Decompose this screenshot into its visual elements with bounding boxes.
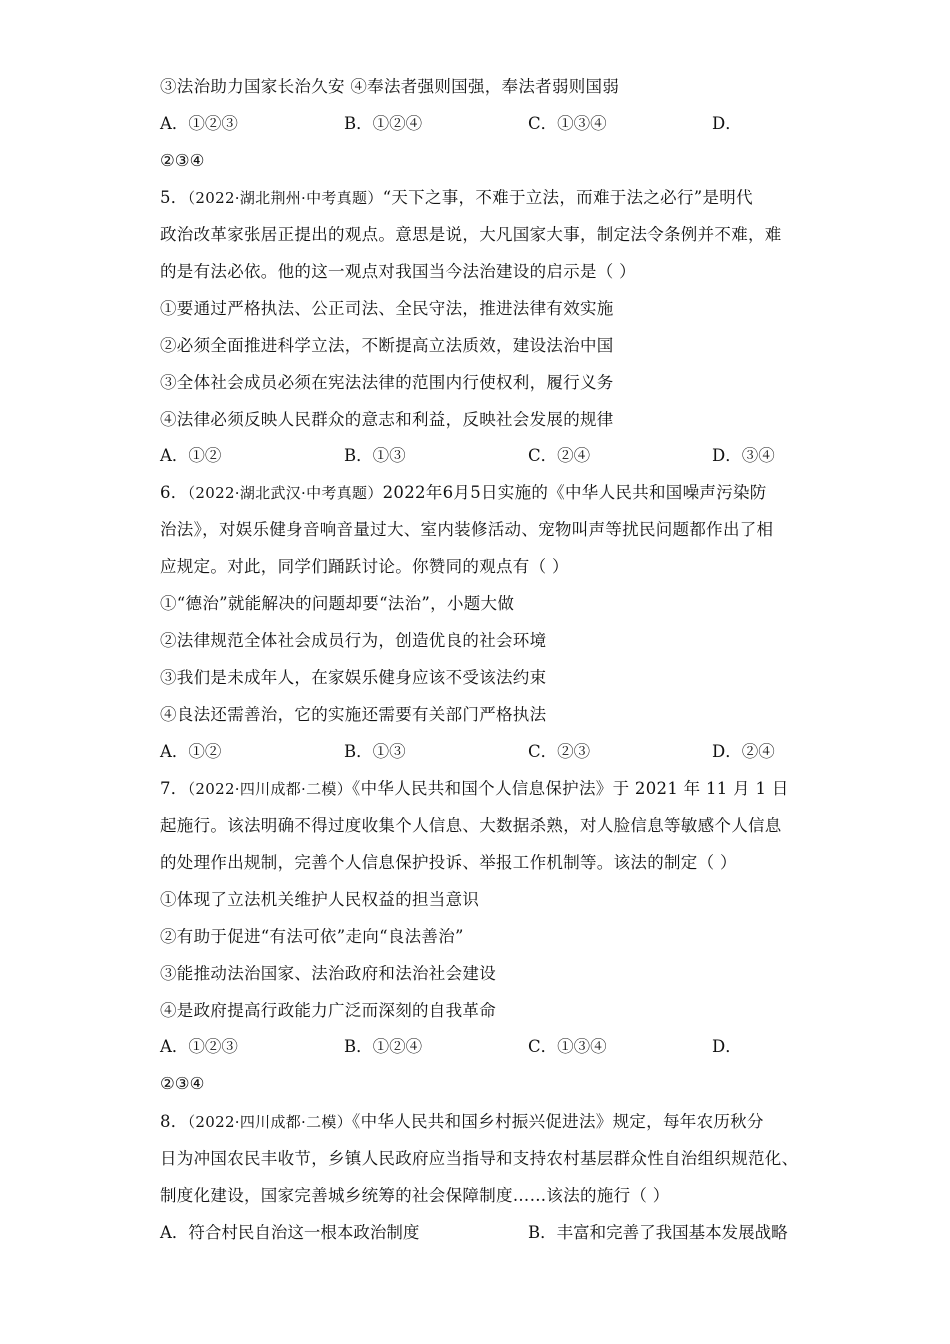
q6-option-b: B．①③ <box>344 742 406 761</box>
q4-option-d: D． <box>712 114 742 133</box>
q6-stem-line-2: 治法》，对娱乐健身音响音量过大、室内装修活动、宠物叫声等扰民问题都作出了相 <box>160 520 774 539</box>
q6-number: 6． <box>160 483 188 502</box>
q7-number: 7． <box>160 779 188 798</box>
q8-number: 8． <box>160 1112 188 1131</box>
q8-option-a: A．符合村民自治这一根本政治制度 <box>160 1223 420 1242</box>
q5-statement-1: ①要通过严格执法、公正司法、全民守法，推进法律有效实施 <box>160 299 614 318</box>
q7-option-a: A．①②③ <box>160 1037 238 1056</box>
q7-stem-line-1 <box>160 777 789 801</box>
q5-option-a: A．①② <box>160 446 222 465</box>
q7-statement-4: ④是政府提高行政能力广泛而深刻的自我革命 <box>160 1001 496 1020</box>
q7-stem-line-3: 的处理作出规制，完善个人信息保护投诉、举报工作机制等。该法的制定（ ） <box>160 853 737 872</box>
q6-source: （2022·湖北武汉·中考真题） <box>187 484 383 502</box>
q5-stem-text: “天下之事，不难于立法，而难于法之必行”是明代 <box>382 188 753 207</box>
q4-statement-line: ③法治助力国家长治久安 ④奉法者强则国强，奉法者弱则国弱 <box>160 77 620 96</box>
q6-stem-line-3: 应规定。对此，同学们踊跃讨论。你赞同的观点有（ ） <box>160 557 569 576</box>
q7-option-b: B．①②④ <box>344 1037 423 1056</box>
q6-statement-1: ①“德治”就能解决的问题却要“法治”，小题大做 <box>160 594 515 613</box>
q4-option-a: A．①②③ <box>160 114 238 133</box>
q5-option-d: D．③④ <box>712 446 775 465</box>
q6-statement-2: ②法律规范全体社会成员行为，创造优良的社会环境 <box>160 631 547 650</box>
q5-stem-line-2: 政治改革家张居正提出的观点。意思是说，大凡国家大事，制定法令条例并不难，难 <box>160 225 782 244</box>
q4-option-b: B．①②④ <box>344 114 423 133</box>
q6-stem-line-1 <box>160 481 767 505</box>
q7-stem-text: 《中华人民共和国个人信息保护法》于 2021 年 11 月 1 日 <box>352 779 789 798</box>
q5-option-b: B．①③ <box>344 446 406 465</box>
q8-stem-line-3: 制度化建设，国家完善城乡统筹的社会保障制度……该法的施行（ ） <box>160 1186 670 1205</box>
q8-stem-line-1 <box>160 1110 764 1134</box>
q7-source: （2022·四川成都·二模） <box>187 780 353 798</box>
q4-option-c: C．①③④ <box>528 114 607 133</box>
q5-statement-4: ④法律必须反映人民群众的意志和利益，反映社会发展的规律 <box>160 410 614 429</box>
q7-statement-1: ①体现了立法机关维护人民权益的担当意识 <box>160 890 480 909</box>
q7-statement-2: ②有助于促进“有法可依”走向“良法善治” <box>160 927 464 946</box>
q6-option-c: C．②③ <box>528 742 591 761</box>
q5-statement-2: ②必须全面推进科学立法，不断提高立法质效，建设法治中国 <box>160 336 614 355</box>
q7-option-c: C．①③④ <box>528 1037 607 1056</box>
q8-stem-text: 《中华人民共和国乡村振兴促进法》规定，每年农历秋分 <box>352 1112 764 1131</box>
q8-source: （2022·四川成都·二模） <box>187 1113 353 1131</box>
q6-option-d: D．②④ <box>712 742 775 761</box>
q5-statement-3: ③全体社会成员必须在宪法法律的范围内行使权利，履行义务 <box>160 373 614 392</box>
q6-stem-text: 2022年6月5日实施的《中华人民共和国噪声污染防 <box>382 483 767 502</box>
q5-number: 5． <box>160 188 188 207</box>
q7-option-d: D． <box>712 1037 742 1056</box>
q8-stem-line-2: 日为冲国农民丰收节，乡镇人民政府应当指导和支持农村基层群众性自治组织规范化、 <box>160 1149 799 1168</box>
q5-stem-line-1 <box>160 186 753 210</box>
q5-option-c: C．②④ <box>528 446 591 465</box>
q5-stem-line-3: 的是有法必依。他的这一观点对我国当今法治建设的启示是（ ） <box>160 262 636 281</box>
q6-option-a: A．①② <box>160 742 222 761</box>
q4-option-d-cont: ②③④ <box>160 151 205 170</box>
q6-statement-3: ③我们是未成年人，在家娱乐健身应该不受该法约束 <box>160 668 547 687</box>
q8-option-b: B．丰富和完善了我国基本发展战略 <box>528 1223 788 1242</box>
q7-option-d-cont: ②③④ <box>160 1074 205 1093</box>
q7-stem-line-2: 起施行。该法明确不得过度收集个人信息、大数据杀熟，对人脸信息等敏感个人信息 <box>160 816 782 835</box>
q6-statement-4: ④良法还需善治，它的实施还需要有关部门严格执法 <box>160 705 547 724</box>
q7-statement-3: ③能推动法治国家、法治政府和法治社会建设 <box>160 964 496 983</box>
q5-source: （2022·湖北荆州·中考真题） <box>187 189 383 207</box>
